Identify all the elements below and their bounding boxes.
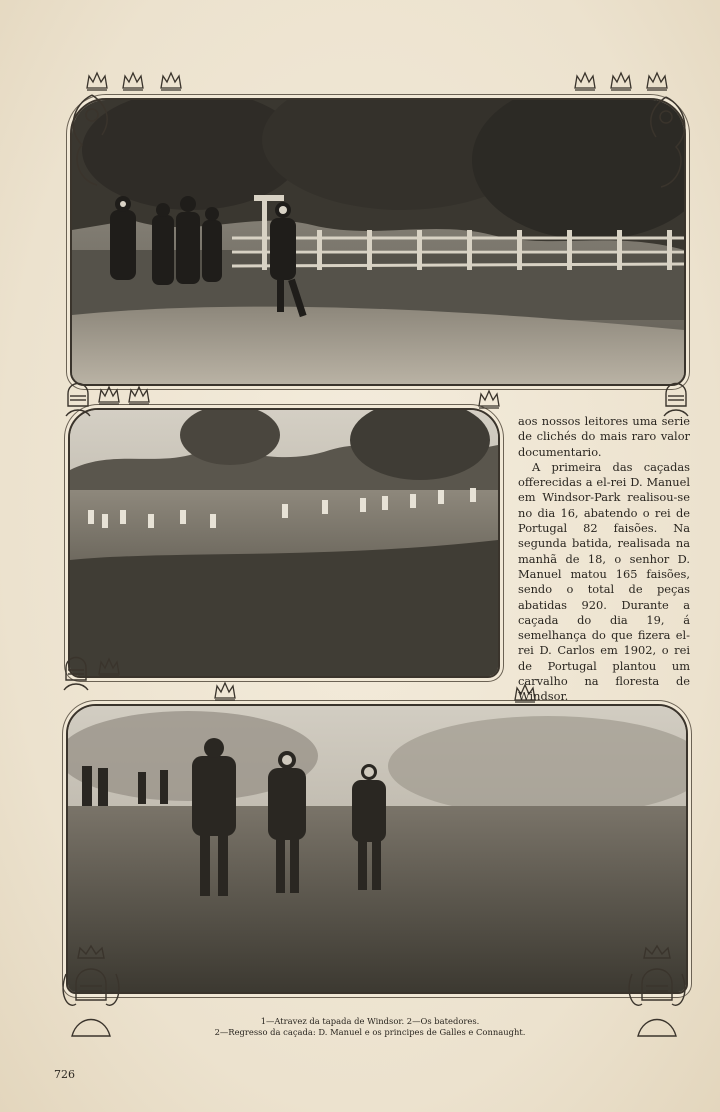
crown-icon [572, 70, 598, 92]
crown-icon [608, 70, 634, 92]
griffin-icon [636, 92, 696, 192]
royal-crest-icon [58, 944, 124, 1044]
article-text [518, 414, 690, 705]
crown-icon [212, 680, 238, 702]
knight-helmet-icon [58, 646, 94, 696]
royal-crest-icon [624, 944, 690, 1044]
griffin-icon [62, 90, 122, 190]
caption-line-1: 1—Atravez da tapada de Windsor. 2—Os batedores. [260, 1016, 480, 1026]
crown-icon [476, 388, 502, 410]
photo-return-from-hunt-image [68, 706, 686, 992]
crown-icon [158, 70, 184, 92]
photo-beaters-image [70, 410, 498, 676]
photo-windsor-road-image [72, 100, 684, 384]
photo-captions [150, 1016, 590, 1037]
page-number: 726 [54, 1068, 75, 1081]
article-paragraph: A primeira das caçadas offerecidas a el-rei D. Manuel em Windsor-Park realisou-se no dia 16, abatendo o rei de Portugal 82 faisões. Na segunda batida, realisada na manhã de 18, o senhor D. Manuel matou 165 faisões, sendo o total de peças abatidas 920. Durante a caçada do dia 19, á semelhança do que fizera el-rei D. Carlos em 1902, o rei de Portugal plantou um carvalho na floresta de Windsor. [518, 459, 690, 704]
crown-icon [84, 70, 110, 92]
crown-icon [644, 70, 670, 92]
article-paragraph: aos nossos leitores uma serie de clichés do mais raro valor documentario. [518, 414, 690, 459]
caption-line-2: 2—Regresso da caçada: D. Manuel e os principes de Galles e Connaught. [214, 1026, 526, 1037]
photo-windsor-road [70, 98, 686, 386]
crown-icon [126, 384, 152, 406]
photo-beaters [68, 408, 500, 678]
photo-return-from-hunt [66, 704, 688, 994]
crown-icon [96, 384, 122, 406]
knight-helmet-icon [60, 372, 96, 422]
crown-icon [96, 656, 122, 678]
crown-icon [120, 70, 146, 92]
